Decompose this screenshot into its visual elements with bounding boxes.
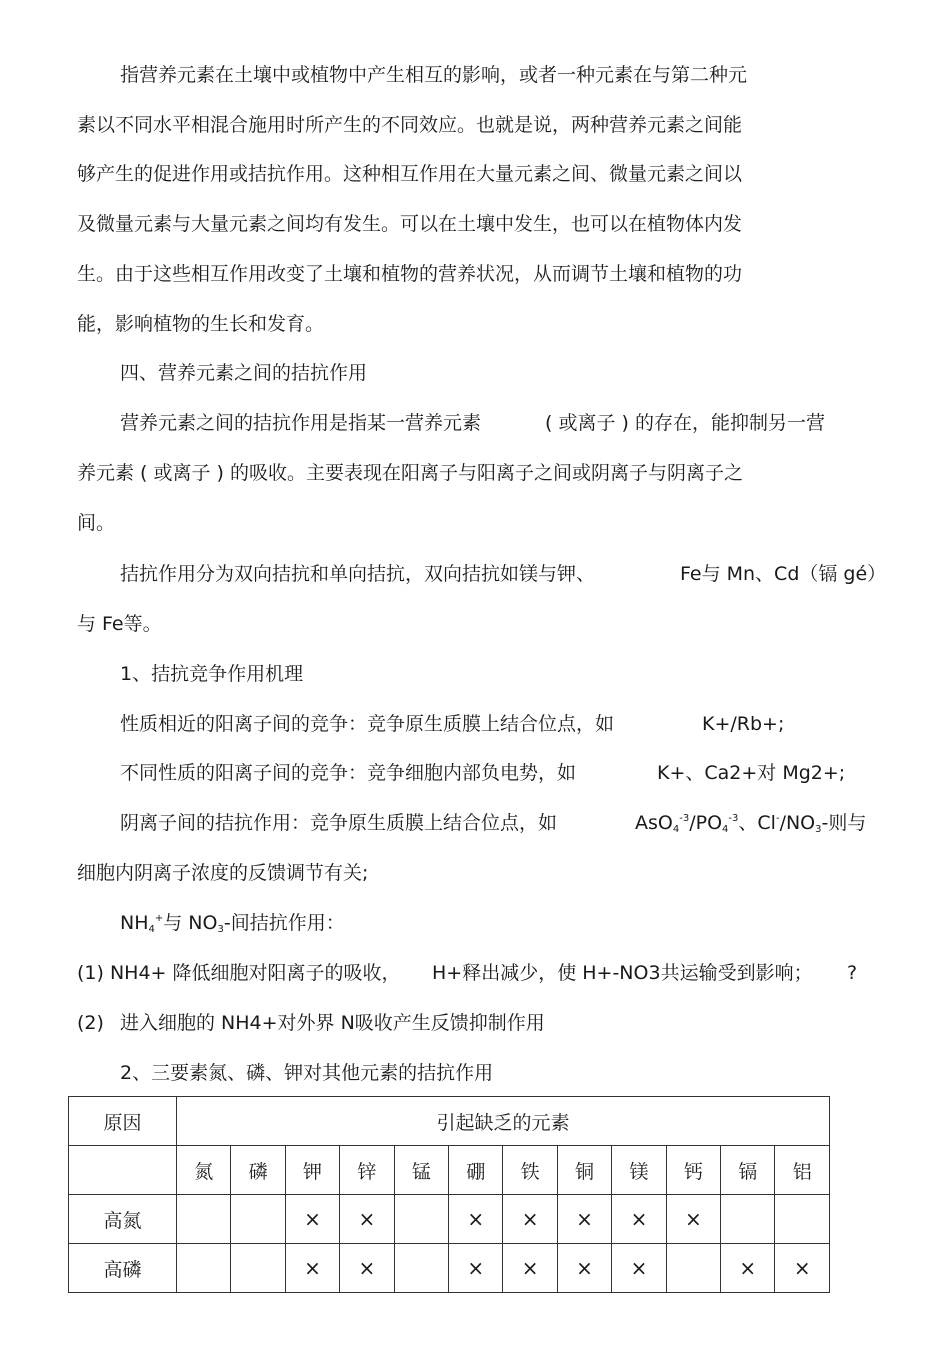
- element-header-cell: 氮: [177, 1146, 231, 1195]
- item-2-text: 进入细胞的 NH4+对外界 N吸收产生反馈抑制作用: [120, 1012, 545, 1034]
- element-header-cell: 铝: [775, 1146, 830, 1195]
- para2-line1-a: 营养元素之间的拮抗作用是指某一营养元素: [120, 412, 482, 434]
- mark-cell: [666, 1244, 720, 1293]
- item-1: [77, 960, 858, 986]
- mark-cell: [394, 1195, 448, 1244]
- para2-line1-b: ( 或离子 ) 的存在，能抑制另一营: [545, 412, 825, 434]
- ion-aso-sup: -3: [679, 813, 690, 824]
- para3-line1-b: Fe与 Mn、Cd（镉 gé）: [680, 563, 887, 585]
- mechanism-2-ions: K+、Ca2+对 Mg2+;: [657, 762, 846, 784]
- nh-text: NH: [120, 912, 149, 934]
- element-header-cell: 铜: [557, 1146, 611, 1195]
- table-elements-row: [69, 1146, 830, 1195]
- item-2: [77, 1010, 545, 1036]
- ion-cl-sup: -: [775, 813, 780, 824]
- mark-cell: ×: [557, 1195, 611, 1244]
- mark-cell: ×: [612, 1195, 666, 1244]
- para1-line1: 指营养元素在土壤中或植物中产生相互的影响，或者一种元素在与第二种元: [120, 64, 748, 86]
- element-header-cell: 钾: [285, 1146, 339, 1195]
- element-header-cell: 锰: [394, 1146, 448, 1195]
- mark-cell: ×: [340, 1195, 394, 1244]
- mechanism-1-ions: K+/Rb+;: [702, 713, 785, 735]
- element-header-cell: 镁: [612, 1146, 666, 1195]
- item-1-c: ?: [847, 962, 858, 984]
- mark-cell: ×: [285, 1195, 339, 1244]
- section-heading-4: 四、营养元素之间的拮抗作用: [120, 362, 368, 384]
- mark-cell: [231, 1195, 285, 1244]
- antagonism-table: [68, 1096, 830, 1293]
- nh-tail: -间拮抗作用：: [223, 912, 345, 934]
- element-header-cell: 磷: [231, 1146, 285, 1195]
- para2-line2: 养元素 ( 或离子 ) 的吸收。主要表现在阳离子与阳离子之间或阴离子与阴离子之: [77, 462, 743, 484]
- ion-aso: AsO: [635, 812, 673, 834]
- table-header: 引起缺乏的元素: [177, 1097, 830, 1146]
- mark-cell: [394, 1244, 448, 1293]
- para2-line1: [120, 410, 825, 436]
- mechanism-2: [120, 760, 846, 786]
- table-header-row: [69, 1097, 830, 1146]
- mechanism-2-text: 不同性质的阳离子间的竞争：竞争细胞内部负电势，如: [120, 762, 577, 784]
- para1-line5: 生。由于这些相互作用改变了土壤和植物的营养状况，从而调节土壤和植物的功: [77, 263, 743, 285]
- mark-cell: ×: [503, 1244, 557, 1293]
- mechanism-1-text: 性质相近的阳离子间的竞争：竞争原生质膜上结合位点，如: [120, 713, 615, 735]
- para1-line3: 够产生的促进作用或拮抗作用。这种相互作用在大量元素之间、微量元素之间以: [77, 163, 743, 185]
- mark-cell: [775, 1195, 830, 1244]
- table-row: [69, 1244, 830, 1293]
- mechanism-3-line2: 细胞内阴离子浓度的反馈调节有关;: [77, 862, 369, 884]
- subheading-1: 1、拮抗竞争作用机理: [120, 663, 304, 685]
- nh4-no3-heading: [120, 910, 345, 936]
- mechanism-1: [120, 711, 785, 737]
- mechanism-3-text: 阴离子间的拮抗作用：竞争原生质膜上结合位点，如: [120, 812, 558, 834]
- mark-cell: ×: [449, 1195, 503, 1244]
- mark-cell: [231, 1244, 285, 1293]
- mark-cell: ×: [449, 1244, 503, 1293]
- mark-cell: ×: [721, 1244, 775, 1293]
- ion-aso-sub: 4: [672, 824, 680, 835]
- row-label: 高氮: [69, 1195, 177, 1244]
- ion-no-sub: 3: [815, 824, 822, 835]
- ion-no: /NO: [779, 812, 816, 834]
- mark-cell: ×: [503, 1195, 557, 1244]
- mark-cell: ×: [285, 1244, 339, 1293]
- mark-cell: [177, 1195, 231, 1244]
- no-text: 与 NO: [163, 912, 218, 934]
- mechanism-3: [120, 810, 867, 836]
- mechanism-3-tail: -则与: [821, 812, 867, 834]
- item-2-num: (2): [77, 1012, 104, 1034]
- para2-line3: 间。: [77, 512, 116, 534]
- mark-cell: ×: [557, 1244, 611, 1293]
- para3-line1: [120, 561, 887, 587]
- nh-sub: 4: [148, 924, 155, 935]
- table-corner: 原因: [69, 1097, 177, 1146]
- element-header-cell: 钙: [666, 1146, 720, 1195]
- para1-line6: 能，影响植物的生长和发育。: [77, 313, 325, 335]
- mark-cell: [177, 1244, 231, 1293]
- mark-cell: [721, 1195, 775, 1244]
- ion-po-sup: -3: [728, 813, 739, 824]
- table-empty-cell: [69, 1146, 177, 1195]
- ion-po: /PO: [689, 812, 723, 834]
- mark-cell: ×: [666, 1195, 720, 1244]
- ion-cl: 、Cl: [738, 812, 776, 834]
- mark-cell: ×: [612, 1244, 666, 1293]
- item-1-a: (1) NH4+ 降低细胞对阳离子的吸收，: [77, 962, 401, 984]
- para3-line2: 与 Fe等。: [77, 613, 162, 635]
- element-header-cell: 镉: [721, 1146, 775, 1195]
- nh-sup: +: [154, 913, 164, 924]
- element-header-cell: 硼: [449, 1146, 503, 1195]
- table-row: [69, 1195, 830, 1244]
- element-header-cell: 铁: [503, 1146, 557, 1195]
- mark-cell: ×: [340, 1244, 394, 1293]
- no-sub: 3: [217, 924, 224, 935]
- subheading-2: 2、三要素氮、磷、钾对其他元素的拮抗作用: [120, 1062, 494, 1084]
- row-label: 高磷: [69, 1244, 177, 1293]
- para1-line2: 素以不同水平相混合施用时所产生的不同效应。也就是说，两种营养元素之间能: [77, 114, 743, 136]
- para3-line1-a: 拮抗作用分为双向拮抗和单向拮抗，双向拮抗如镁与钾、: [120, 563, 596, 585]
- element-header-cell: 锌: [340, 1146, 394, 1195]
- item-1-b: H+释出减少，使 H+-NO3共运输受到影响；: [432, 962, 813, 984]
- ion-po-sub: 4: [722, 824, 729, 835]
- mechanism-3-ions: [635, 810, 866, 836]
- para1-line4: 及微量元素与大量元素之间均有发生。可以在土壤中发生，也可以在植物体内发: [77, 213, 743, 235]
- mark-cell: ×: [775, 1244, 830, 1293]
